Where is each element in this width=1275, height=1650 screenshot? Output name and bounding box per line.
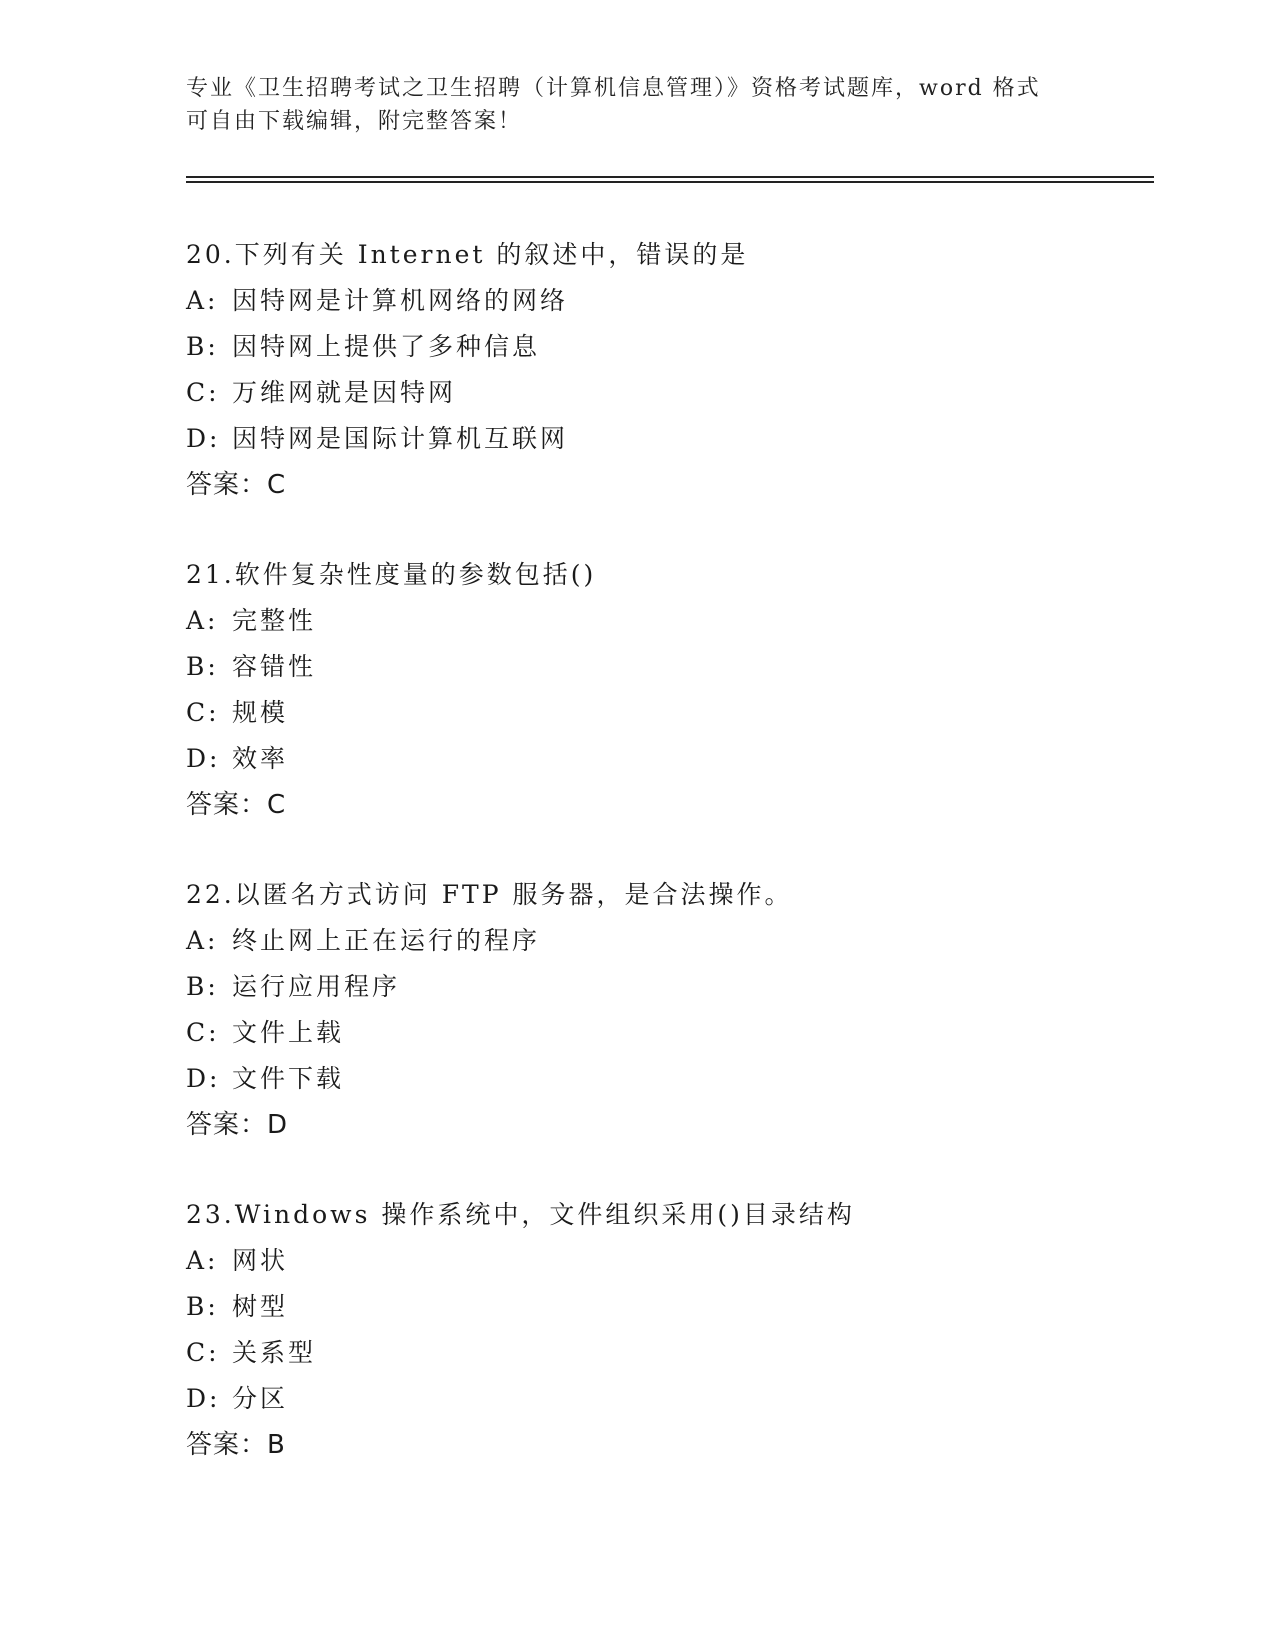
question-block (186, 872, 1146, 1148)
option-text: 效率 (232, 744, 289, 773)
option-text: 分区 (232, 1384, 289, 1413)
option-letter: A: (186, 606, 219, 635)
option-d (186, 736, 1146, 782)
option-letter: C: (186, 1018, 220, 1047)
document-header (186, 72, 1086, 138)
question-stem: 22.以匿名方式访问 FTP 服务器，是合法操作。 (186, 880, 793, 909)
answer-line: 答案：C (186, 790, 287, 820)
option-d (186, 416, 1146, 462)
option-text: 因特网是计算机网络的网络 (232, 286, 569, 315)
option-letter: D: (186, 744, 221, 773)
option-d (186, 1376, 1146, 1422)
question-stem: 21.软件复杂性度量的参数包括() (186, 560, 597, 589)
option-text: 完整性 (232, 606, 317, 635)
answer-line: 答案：B (186, 1430, 286, 1460)
question-block (186, 232, 1146, 508)
option-letter: A: (186, 286, 219, 315)
option-letter: C: (186, 378, 220, 407)
option-letter: C: (186, 1338, 220, 1367)
option-a (186, 598, 1146, 644)
option-letter: D: (186, 1384, 221, 1413)
option-d (186, 1056, 1146, 1102)
option-letter: B: (186, 1292, 219, 1321)
option-text: 文件上载 (232, 1018, 345, 1047)
question-block (186, 1192, 1146, 1468)
option-letter: C: (186, 698, 220, 727)
option-a (186, 1238, 1146, 1284)
header-divider-bottom (186, 181, 1154, 183)
option-b (186, 964, 1146, 1010)
option-c (186, 370, 1146, 416)
option-letter: D: (186, 424, 221, 453)
option-text: 规模 (232, 698, 289, 727)
option-text: 文件下载 (232, 1064, 345, 1093)
option-text: 因特网是国际计算机互联网 (232, 424, 569, 453)
option-c (186, 1330, 1146, 1376)
option-letter: B: (186, 972, 219, 1001)
option-text: 运行应用程序 (232, 972, 401, 1001)
header-line-1: 专业《卫生招聘考试之卫生招聘（计算机信息管理）》资格考试题库，word 格式 (186, 76, 1041, 101)
option-text: 万维网就是因特网 (232, 378, 457, 407)
option-b (186, 324, 1146, 370)
option-text: 终止网上正在运行的程序 (232, 926, 541, 955)
option-letter: B: (186, 652, 219, 681)
option-text: 容错性 (232, 652, 317, 681)
answer-line: 答案：D (186, 1110, 289, 1140)
option-a (186, 278, 1146, 324)
option-text: 网状 (232, 1246, 289, 1275)
question-block (186, 552, 1146, 828)
option-letter: A: (186, 1246, 219, 1275)
option-letter: B: (186, 332, 219, 361)
header-divider-top (186, 176, 1154, 178)
option-text: 树型 (232, 1292, 289, 1321)
option-b (186, 1284, 1146, 1330)
option-text: 因特网上提供了多种信息 (232, 332, 541, 361)
option-text: 关系型 (232, 1338, 317, 1367)
answer-line: 答案：C (186, 470, 287, 500)
header-line-2: 可自由下载编辑，附完整答案！ (186, 109, 523, 134)
option-a (186, 918, 1146, 964)
option-c (186, 690, 1146, 736)
option-b (186, 644, 1146, 690)
option-c (186, 1010, 1146, 1056)
option-letter: D: (186, 1064, 221, 1093)
question-stem: 20.下列有关 Internet 的叙述中，错误的是 (186, 240, 749, 269)
question-stem: 23.Windows 操作系统中，文件组织采用()目录结构 (186, 1200, 855, 1229)
option-letter: A: (186, 926, 219, 955)
